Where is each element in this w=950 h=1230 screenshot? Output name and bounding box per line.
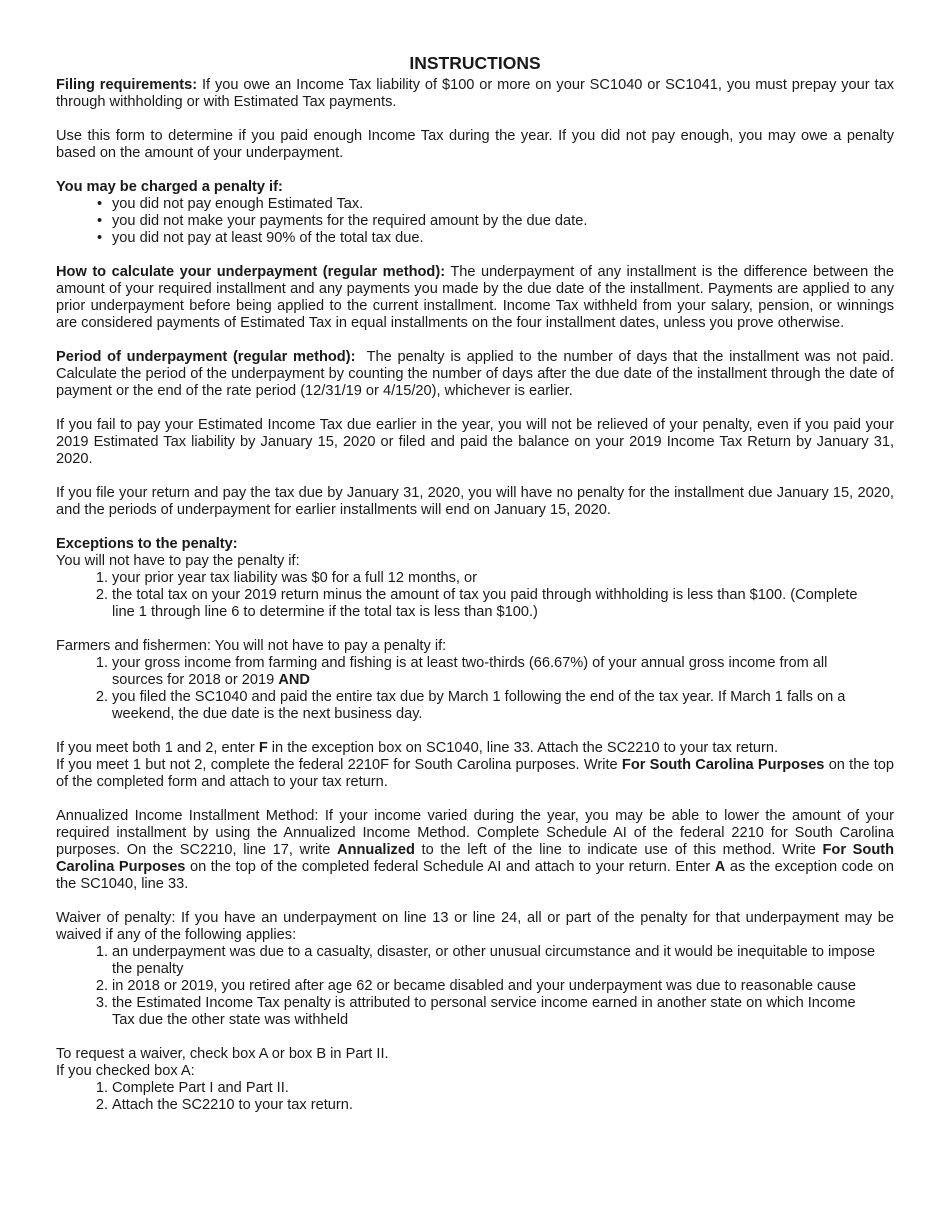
- box-a-steps-list: [56, 1080, 894, 1114]
- use-form-paragraph: Use this form to determine if you paid enough Income Tax during the year. If you did not pay enough, you may owe a penalty based on the amount of your underpayment.: [56, 128, 894, 161]
- exceptions-intro: You will not have to pay the penalty if:: [56, 553, 300, 569]
- how-to-calculate-paragraph: How to calculate your underpayment (regular method): The underpayment of any installment is the difference between the amount of your required installment and any payments you made by the due date of the installment. Payments are applied to any prior underpayment before being applied to the current installment. Income Tax withheld from your salary, pension, or winnings are considered payments of Estimated Tax in equal installments on the four installment dates, unless you prove otherwise.: [56, 264, 894, 331]
- list-item: • you did not make your payments for the required amount by the due date.: [112, 213, 894, 230]
- list-item: 1. Complete Part I and Part II.: [95, 1080, 289, 1096]
- list-item: 1. your prior year tax liability was $0 for a full 12 months, or: [95, 570, 478, 586]
- period-of-underpayment-paragraph: Period of underpayment (regular method): The penalty is applied to the number of days that the installment was not paid. Calculate the period of the underpayment by counting the number of days after the due date of the installment through the date of payment or the end of the rate period (12/31/19 or 4/15/20), whichever is earlier.: [56, 349, 899, 399]
- waiver-list: [56, 944, 894, 1029]
- meet-one-paragraph: If you meet 1 but not 2, complete the federal 2210F for South Carolina purposes. Write For South Carolina Purposes on the top of the completed form and attach to your tax return.: [56, 757, 895, 790]
- annualized-income-paragraph: Annualized Income Installment Method: If your income varied during the year, you may be able to lower the amount of your required installment by using the Annualized Income Method. Complete Schedule AI of the federal 2210 for South Carolina purposes. On the SC2210, line 17, write Annualized to the left of the line to indicate use of this method. Write For South Carolina Purposes on the top of the completed federal Schedule AI and attach to your return. Enter A as the exception code on the SC1040, line 33.: [56, 808, 895, 892]
- page-title: INSTRUCTIONS: [409, 53, 541, 73]
- waiver-intro: Waiver of penalty: If you have an underpayment on line 13 or line 24, all or part of the penalty for that underpayment may be waived if any of the following applies:: [56, 910, 894, 943]
- list-item: 3. the Estimated Income Tax penalty is attributed to personal service income earned in another state on which Income Tax due the other state was withheld: [95, 995, 856, 1028]
- file-by-january-paragraph: If you file your return and pay the tax due by January 31, 2020, you will have no penalty for the installment due January 15, 2020, and the periods of underpayment for earlier installments will end on January 15, 2020.: [56, 485, 894, 518]
- exceptions-list: [56, 570, 894, 621]
- list-item: 1. an underpayment was due to a casualty, disaster, or other unusual circumstance and it would be inequitable to impose the penalty: [95, 944, 876, 977]
- meet-both-paragraph: If you meet both 1 and 2, enter F in the exception box on SC1040, line 33. Attach the SC2210 to your tax return.: [56, 740, 779, 756]
- penalty-if-heading: You may be charged a penalty if:: [56, 179, 283, 195]
- list-item: 2. you filed the SC1040 and paid the entire tax due by March 1 following the end of the tax year. If March 1 falls on a weekend, the due date is the next business day.: [95, 689, 846, 722]
- list-item: 2. Attach the SC2210 to your tax return.: [95, 1097, 353, 1113]
- list-item: • you did not pay at least 90% of the total tax due.: [112, 230, 894, 247]
- how-to-calculate-label: How to calculate your underpayment (regular method):: [56, 264, 446, 280]
- period-of-underpayment-label: Period of underpayment (regular method):: [56, 349, 356, 365]
- penalty-reasons-list: [56, 196, 894, 247]
- list-item: 2. in 2018 or 2019, you retired after age 62 or became disabled and your underpayment was due to reasonable cause: [95, 978, 856, 994]
- farmers-intro: Farmers and fishermen: You will not have to pay a penalty if:: [56, 638, 447, 654]
- checked-box-a-line: If you checked box A:: [56, 1063, 195, 1079]
- farmers-list: [56, 655, 894, 723]
- list-item: 1. your gross income from farming and fishing is at least two-thirds (66.67%) of your annual gross income from all sources for 2018 or 2019 AND: [95, 655, 828, 688]
- request-waiver-line: To request a waiver, check box A or box B in Part II.: [56, 1046, 389, 1062]
- filing-requirements-paragraph: Filing requirements: If you owe an Income Tax liability of $100 or more on your SC1040 or SC1041, you must prepay your tax through withholding or with Estimated Tax payments.: [56, 77, 894, 110]
- fail-to-pay-paragraph: If you fail to pay your Estimated Income Tax due earlier in the year, you will not be relieved of your penalty, even if you paid your 2019 Estimated Tax liability by January 15, 2020 or filed and paid the balance on your 2019 Income Tax Return by January 31, 2020.: [56, 417, 894, 467]
- exceptions-heading: Exceptions to the penalty:: [56, 536, 238, 552]
- filing-requirements-label: Filing requirements:: [56, 77, 198, 93]
- list-item: • you did not pay enough Estimated Tax.: [112, 196, 894, 213]
- list-item: 2. the total tax on your 2019 return minus the amount of tax you paid through withholding is less than $100. (Complete line 1 through line 6 to determine if the total tax is less than $100.): [95, 587, 858, 620]
